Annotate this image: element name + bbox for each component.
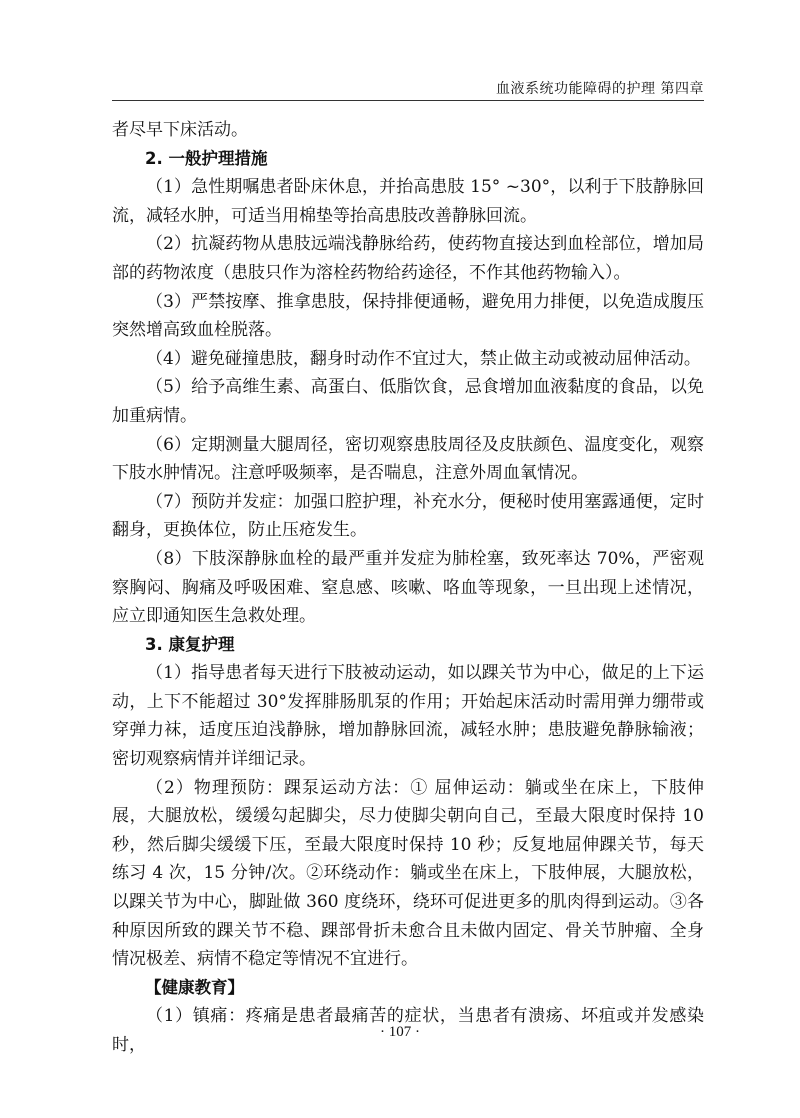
page-number: · 107 · (380, 1024, 420, 1040)
paragraph: （1）镇痛：疼痛是患者最痛苦的症状，当患者有溃疡、坏疽或并发感染时， (112, 1006, 704, 1055)
paragraph: （2）抗凝药物从患肢远端浅静脉给药，使药物直接达到血栓部位，增加局部的药物浓度（患肢只作为溶栓药物给药途径，不作其他药物输入）。 (112, 234, 704, 283)
running-title: 血液系统功能障碍的护理 第四章 (496, 81, 704, 97)
paragraph: （5）给予高维生素、高蛋白、低脂饮食，忌食增加血液黏度的食品，以免加重病情。 (112, 377, 704, 426)
body-text (112, 116, 704, 1060)
paragraph: （1）急性期嘱患者卧床休息，并抬高患肢 15° ~30°，以利于下肢静脉回流，减轻水肿，可适当用棉垫等抬高患肢改善静脉回流。 (112, 177, 704, 226)
paragraph: （4）避免碰撞患肢，翻身时动作不宜过大，禁止做主动或被动屈伸活动。 (146, 348, 701, 369)
section-heading: 【健康教育】 (145, 977, 244, 997)
running-header (112, 74, 704, 101)
paragraph: （2）物理预防：踝泵运动方法：① 屈伸运动：躺或坐在床上，下肢伸展，大腿放松，缓缓勾起脚尖，尽力使脚尖朝向自己，至最大限度时保持 10 秒，然后脚尖缓缓下压，至最大限度时保持 10 秒；反复地屈伸踝关节，每天练习 4 次，15 分钟/次。②环绕动作：躺或坐在床上，下肢伸展，大腿放松，以踝关节为中心，脚趾做 360 度绕环，绕环可促进更多的肌肉得到运动。③各种原因所致的踝关节不稳、踝部骨折未愈合且未做内固定、骨关节肿瘤、全身情况极差、病情不稳定等情况不宜进行。 (112, 777, 704, 970)
paragraph: （1）指导患者每天进行下肢被动运动，如以踝关节为中心，做足的上下运动，上下不能超过 30°发挥腓肠肌泵的作用；开始起床活动时需用弹力绷带或穿弹力袜，适度压迫浅静脉，增加静脉回流，减轻水肿；患肢避免静脉输液；密切观察病情并详细记录。 (112, 663, 704, 770)
section-heading: 3. 康复护理 (145, 634, 235, 654)
paragraph: （6）定期测量大腿周径，密切观察患肢周径及皮肤颜色、温度变化，观察下肢水肿情况。注意呼吸频率，是否喘息，注意外周血氧情况。 (112, 434, 704, 484)
paragraph: （3）严禁按摩、推拿患肢，保持排便通畅，避免用力排便，以免造成腹压突然增高致血栓脱落。 (112, 291, 704, 341)
paragraph: （7）预防并发症：加强口腔护理，补充水分，便秘时使用塞露通便，定时翻身，更换体位，防止压疮发生。 (112, 491, 704, 541)
paragraph: （8）下肢深静脉血栓的最严重并发症为肺栓塞，致死率达 70%，严密观察胸闷、胸痛及呼吸困难、窒息感、咳嗽、咯血等现象，一旦出现上述情况，应立即通知医生急救处理。 (112, 548, 704, 627)
paragraph: 者尽早下床活动。 (112, 120, 248, 140)
section-heading: 2. 一般护理措施 (145, 148, 268, 168)
